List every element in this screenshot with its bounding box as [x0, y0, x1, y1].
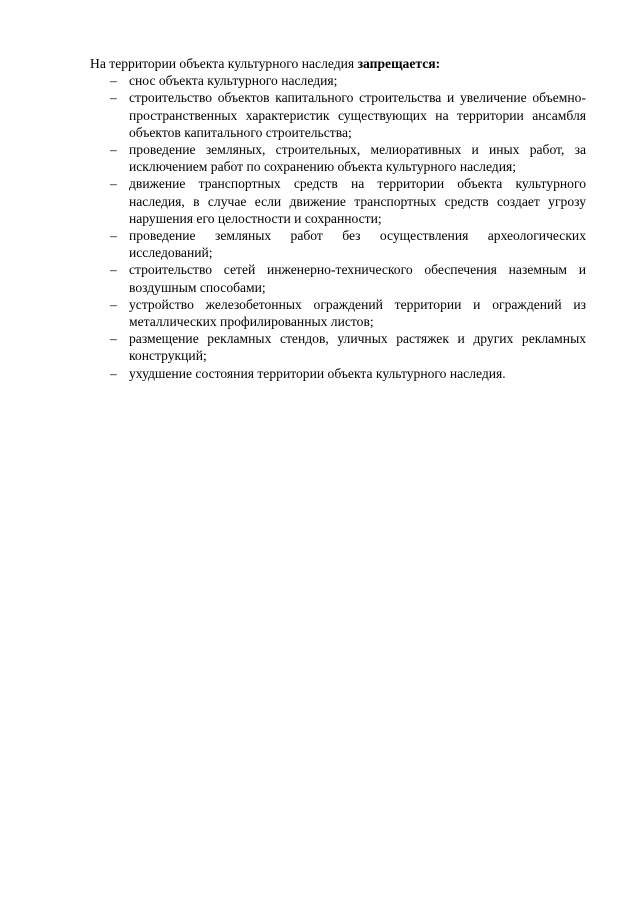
document-page [90, 55, 586, 382]
list-item [90, 89, 586, 141]
list-item [90, 227, 586, 261]
list-item-text: снос объекта культурного наследия; [129, 73, 338, 89]
list-item [90, 365, 586, 382]
list-item-text: размещение рекламных стендов, уличных растяжек и других рекламных конструкций; [129, 331, 586, 364]
list-item [90, 175, 586, 227]
dash-bullet-icon: – [110, 365, 117, 381]
list-item-text: устройство железобетонных ограждений территории и ограждений из металлических профилированных листов; [129, 296, 586, 330]
list-item [90, 296, 586, 330]
dash-bullet-icon: – [110, 262, 117, 278]
list-item [90, 330, 586, 364]
intro-paragraph [90, 55, 586, 72]
dash-bullet-icon: – [110, 331, 117, 347]
list-item-text: ухудшение состояния территории объекта культурного наследия. [129, 365, 506, 381]
dash-bullet-icon: – [110, 90, 117, 106]
dash-bullet-icon: – [110, 142, 117, 158]
dash-bullet-icon: – [110, 228, 117, 244]
intro-bold-text: запрещается: [357, 56, 441, 71]
prohibitions-list [90, 72, 586, 382]
list-item [90, 141, 586, 175]
list-item [90, 261, 586, 295]
list-item-text: проведение земляных, строительных, мелиоративных и иных работ, за исключением работ по сохранению объекта культурного наследия; [129, 142, 586, 175]
list-item-text: строительство сетей инженерно-технического обеспечения наземным и воздушным способами; [129, 262, 586, 295]
dash-bullet-icon: – [110, 176, 117, 192]
list-item-text: проведение земляных работ без осуществления археологических исследований; [129, 228, 586, 261]
dash-bullet-icon: – [110, 73, 117, 89]
list-item-text: строительство объектов капитального строительства и увеличение объемно-пространственных характеристик существующих на территории ансамбля объектов капитального строительства; [129, 90, 586, 140]
intro-text: На территории объекта культурного наследия [90, 56, 358, 71]
dash-bullet-icon: – [110, 296, 117, 312]
list-item [90, 72, 586, 89]
list-item-text: движение транспортных средств на территории объекта культурного наследия, в случае если движение транспортных средств создает угрозу нарушения его целостности и сохранности; [129, 176, 586, 226]
